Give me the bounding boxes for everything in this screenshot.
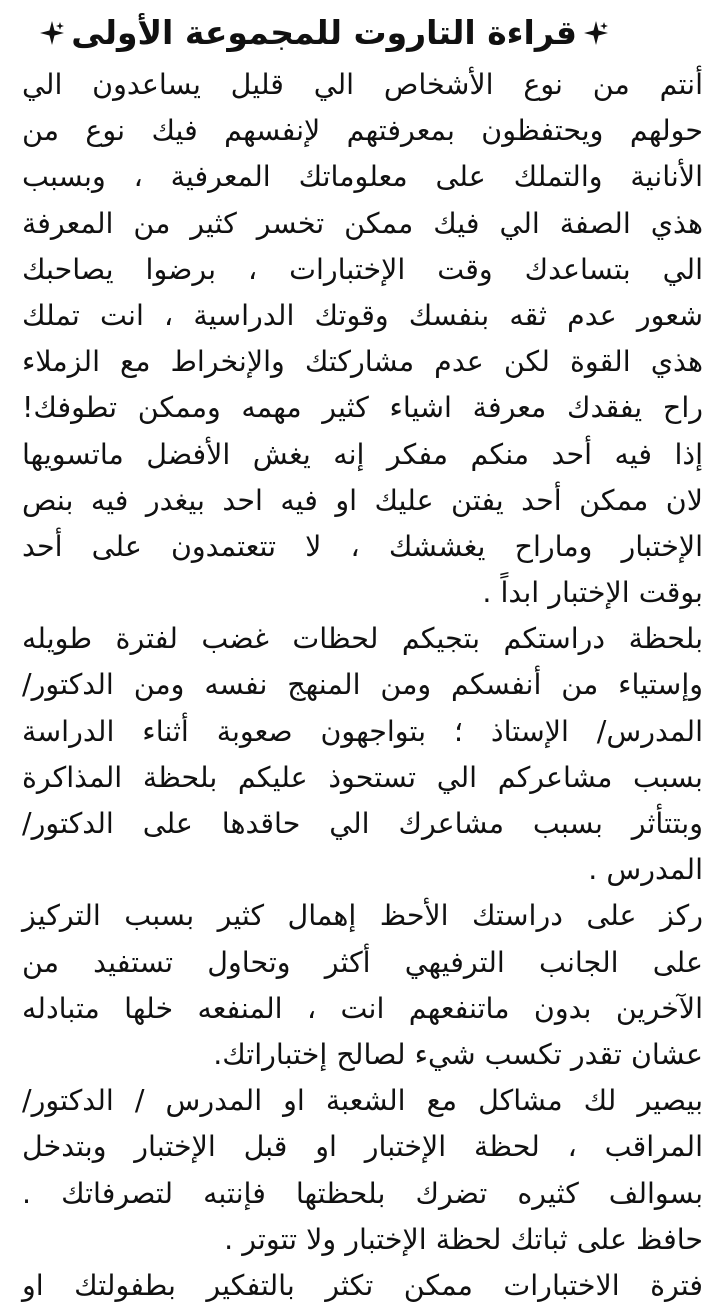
- sparkle-star-icon: [581, 18, 611, 48]
- text-line: إذا فيه أحد منكم مفكر إنه يغش الأفضل ماتسويها: [22, 437, 703, 471]
- text-line: شعور عدم ثقه بنفسك وقوتك الدراسية ، انت تملك: [22, 298, 703, 332]
- text-line: بسوالف كثيره تضرك بلحظتها فإنتبه لتصرفاتك .: [22, 1176, 703, 1210]
- text-line: الآخرين بدون ماتنفعهم انت ، المنفعه خلها متبادله: [22, 991, 703, 1025]
- text-line: حولهم ويحتفظون بمعرفتهم لإنفسهم فيك نوع من: [22, 114, 703, 148]
- body-text: [22, 62, 703, 1309]
- text-line: الإختبار وماراح يغششك ، لا تتعتمدون على أحد: [22, 529, 703, 563]
- text-line: المراقب ، لحظة الإختبار او قبل الإختبار وبتدخل: [22, 1130, 703, 1164]
- text-line: المدرس/ الإستاذ ؛ بتواجهون صعوبة أثناء الدراسة: [22, 714, 703, 748]
- title-row: [22, 8, 703, 58]
- text-line: الأنانية والتملك على معلوماتك المعرفية ، وبسبب: [22, 160, 703, 194]
- text-line: بيصير لك مشاكل مع الشعبة او المدرس / الدكتور/: [22, 1084, 703, 1118]
- text-line: هذي الصفة الي فيك ممكن تخسر كثير من المعرفة: [22, 206, 703, 240]
- text-line: راح يفقدك معرفة اشياء كثير مهمه وممكن تطوفك!: [22, 391, 703, 425]
- text-line: على الجانب الترفيهي أكثر وتحاول تستفيد من: [22, 945, 703, 979]
- text-line: بوقت الإختبار ابداً .: [482, 576, 703, 610]
- text-line: أنتم من نوع الأشخاص الي قليل يساعدون الي: [22, 68, 703, 101]
- text-line: ركز على دراستك الأحظ إهمال كثير بسبب التركيز: [22, 899, 703, 933]
- text-line: بلحظة دراستكم بتجيكم لحظات غضب لفترة طويله: [22, 622, 703, 656]
- text-line: وبتتأثر بسبب مشاعرك الي حاقدها على الدكتور/: [22, 807, 703, 840]
- text-line: فترة الاختبارات ممكن تكثر بالتفكير بطفولتك او: [22, 1268, 703, 1302]
- text-line: هذي القوة لكن عدم مشاركتك والإنخراط مع الزملاء: [22, 345, 703, 379]
- text-line: لان ممكن أحد يفتن عليك او فيه احد بيغدر فيه بنص: [22, 483, 703, 517]
- text-line: وإستياء من أنفسكم ومن المنهج نفسه ومن الدكتور/: [22, 668, 703, 702]
- text-line: عشان تقدر تكسب شيء لصالح إختباراتك.: [213, 1037, 703, 1071]
- text-line: بسبب مشاعركم الي تستحوذ عليكم بلحظة المذاكرة: [22, 760, 703, 794]
- text-line: حافظ على ثباتك لحظة الإختبار ولا تتوتر .: [224, 1222, 703, 1256]
- page-title: قراءة التاروت للمجموعة الأولى: [71, 13, 577, 52]
- sparkle-star-icon: [37, 18, 67, 48]
- text-line: الي بتساعدك وقت الإختبارات ، برضوا يصاحبك: [22, 252, 703, 286]
- text-line: المدرس .: [588, 853, 703, 887]
